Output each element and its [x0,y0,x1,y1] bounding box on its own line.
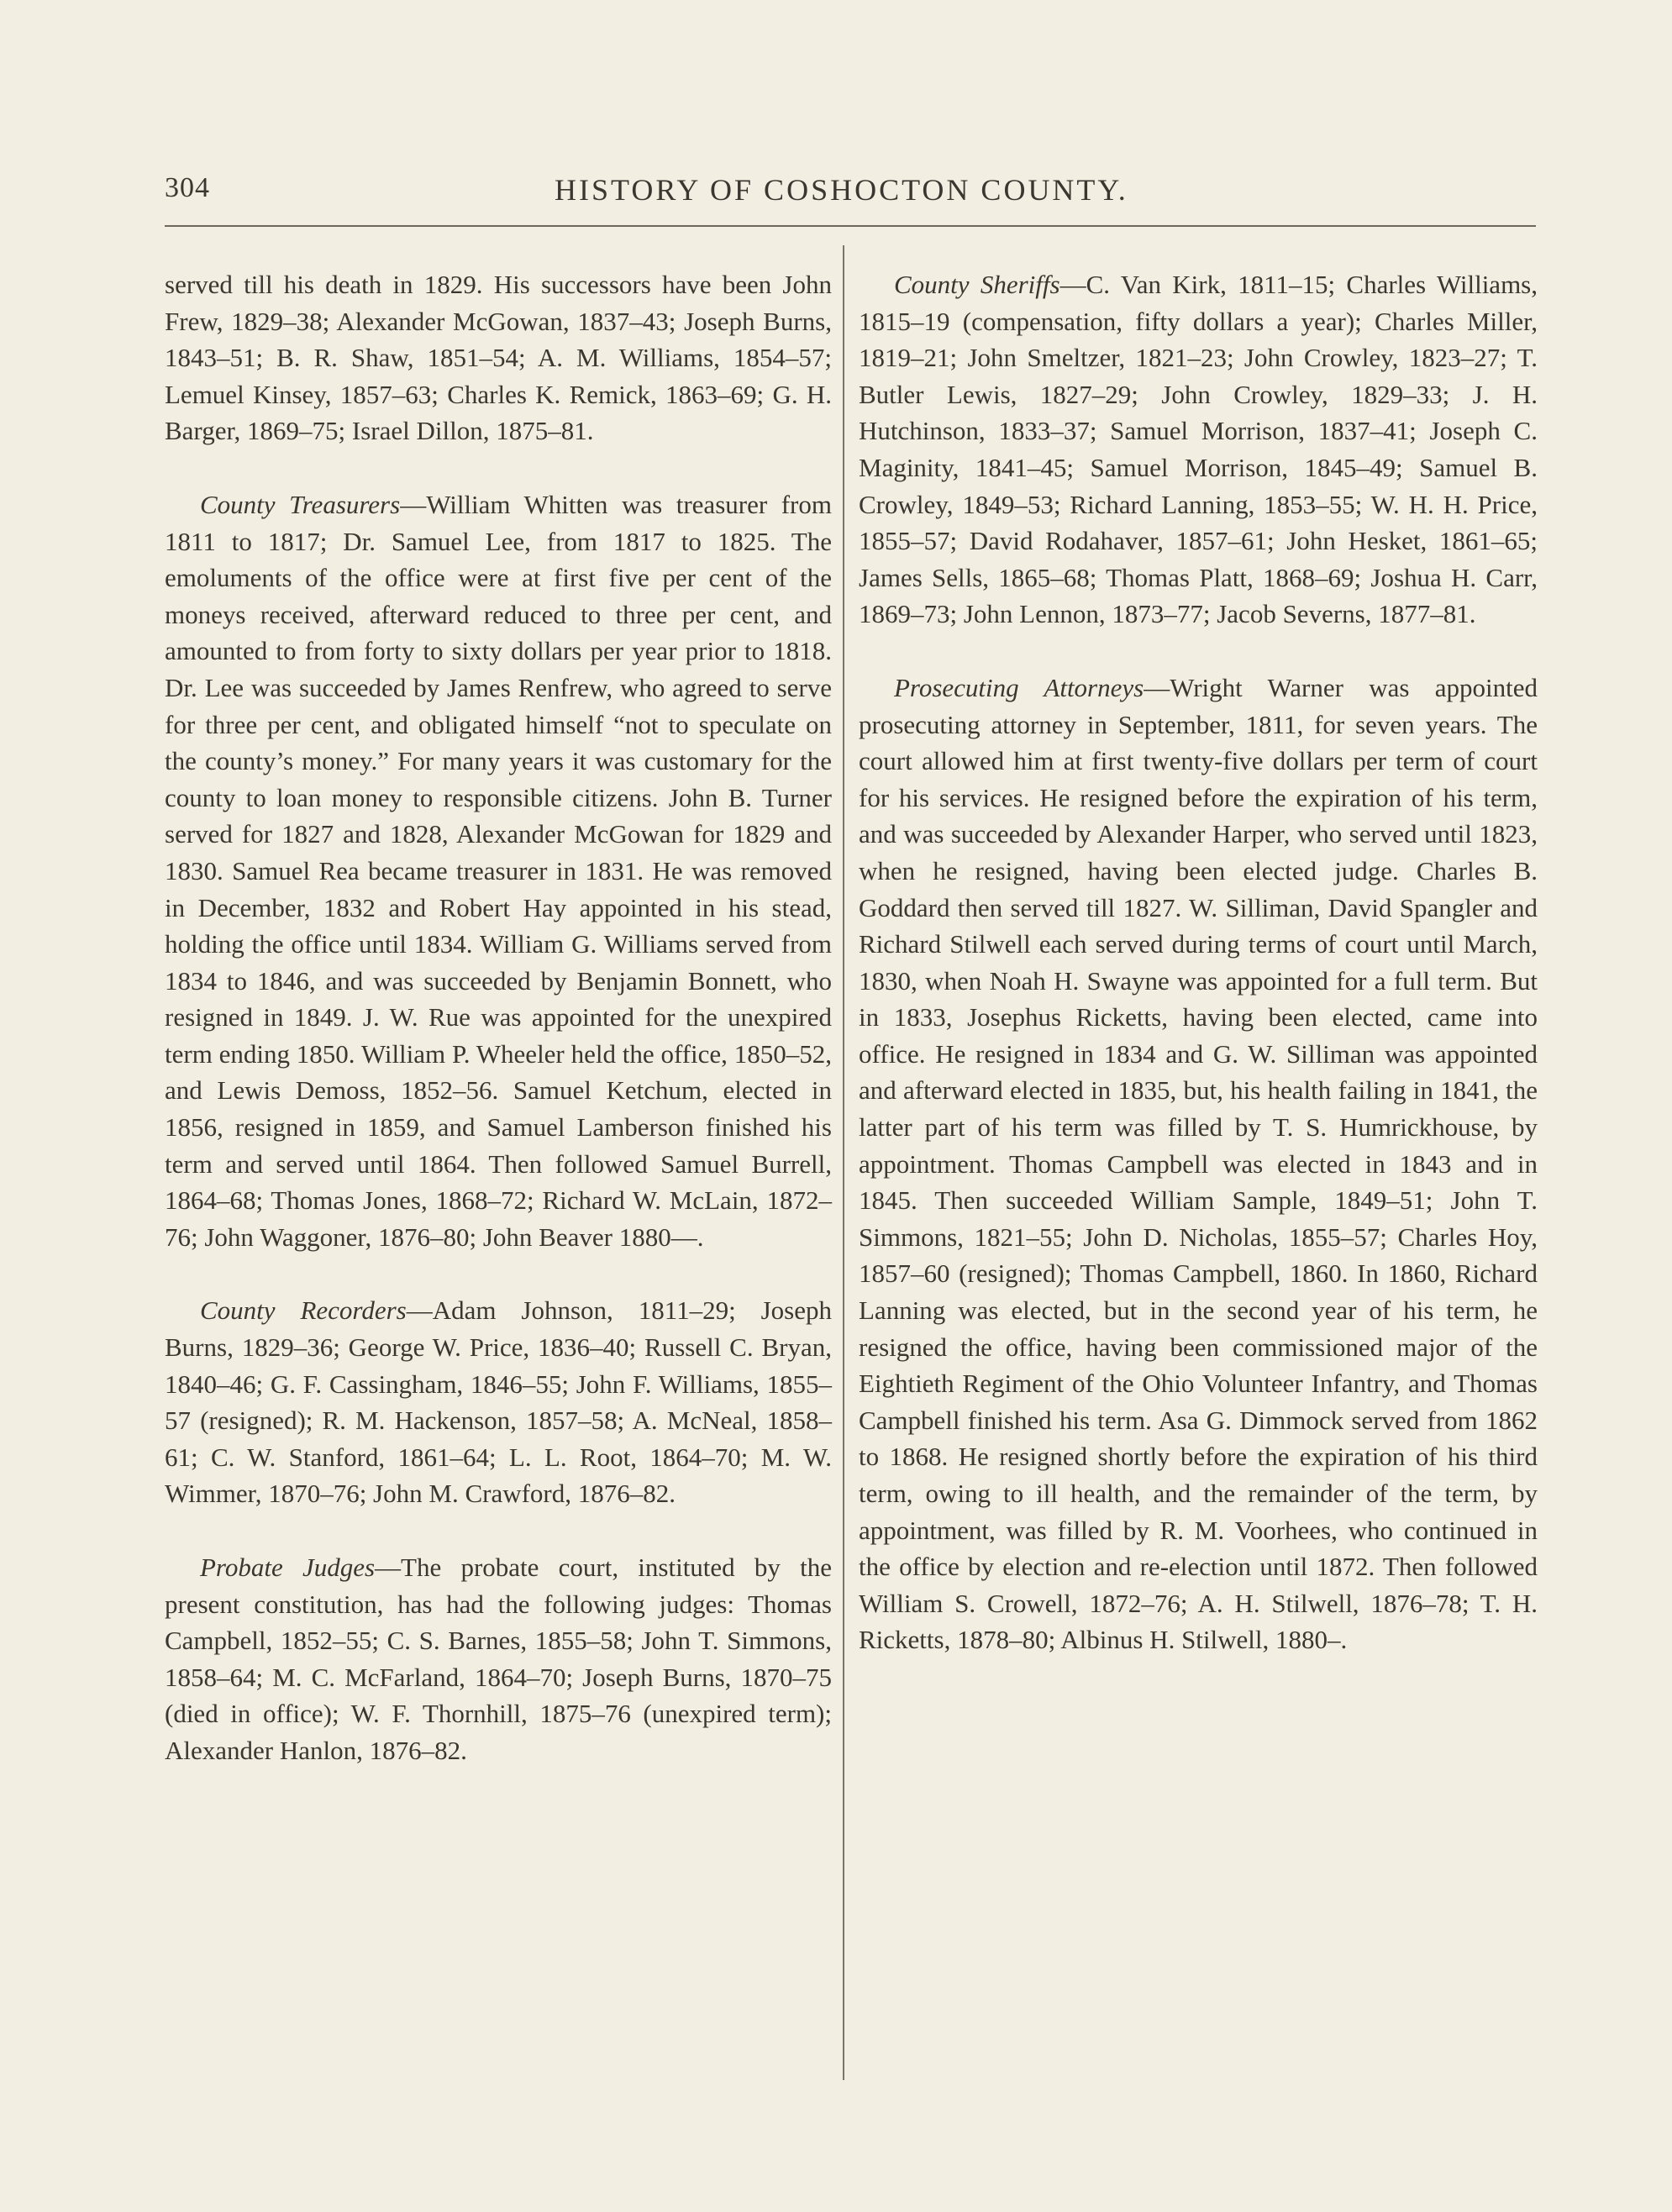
paragraph-prosecuting-attorneys [859,670,1538,1658]
column-divider [843,245,844,2080]
heading-county-recorders: County Recorders [200,1295,407,1326]
paragraph-county-treasurers [165,486,832,1255]
running-head: HISTORY OF COSHOCTON COUNTY. [555,173,1128,207]
paragraph-county-recorders [165,1292,832,1512]
text-county-treasurers: —William Whitten was treasurer from 1811 to 1817; Dr. Samuel Lee, from 1817 to 1825. The emoluments of the office were at first five per cent of the moneys received, afterward reduced to three per cent, and amounted to from forty to sixty dollars per year prior to 1818. Dr. Lee was succeeded by James Renfrew, who agreed to serve for three per cent, and obligated himself “not to speculate on the county’s money.” For many years it was customary for the county to loan money to responsible citizens. John B. Turner served for 1827 and 1828, Alexander McGowan for 1829 and 1830. Samuel Rea became treasurer in 1831. He was removed in December, 1832 and Robert Hay appointed in his stead, holding the office until 1834. William G. Williams served from 1834 to 1846, and was succeeded by Benjamin Bonnett, who resigned in 1849. J. W. Rue was appointed for the unexpired term ending 1850. William P. Wheeler held the office, 1850–52, and Lewis Demoss, 1852–56. Samuel Ketchum, elected in 1856, resigned in 1859, and Samuel Lamberson finished his term and served until 1864. Then followed Samuel Burrell, 1864–68; Thomas Jones, 1868–72; Richard W. McLain, 1872–76; John Waggoner, 1876–80; John Beaver 1880—. [165,489,832,1252]
page-number: 304 [165,172,210,203]
text-prosecuting-attorneys: —Wright Warner was appointed prosecuting attorney in September, 1811, for seven years. The court allowed him at first twenty-five dollars per term of court for his services. He resigned before the expiration of his term, and was succeeded by Alexander Harper, who served until 1823, when he resigned, having been elected judge. Charles B. Goddard then served till 1827. W. Silliman, David Spangler and Richard Stilwell each served during terms of court until March, 1830, when Noah H. Swayne was appointed for a full term. But in 1833, Josephus Ricketts, having been elected, came into office. He resigned in 1834 and G. W. Silliman was appointed and afterward elected in 1835, but, his health failing in 1841, the latter part of his term was filled by T. S. Humrickhouse, by appointment. Thomas Campbell was elected in 1843 and in 1845. Then succeeded William Sample, 1849–51; John T. Simmons, 1821–55; John D. Nicholas, 1855–57; Charles Hoy, 1857–60 (resigned); Thomas Campbell, 1860. In 1860, Richard Lanning was elected, but in the second year of his term, he resigned the office, having been commissioned major of the Eightieth Regiment of the Ohio Volunteer Infantry, and Thomas Campbell finished his term. Asa G. Dimmock served from 1862 to 1868. He resigned shortly before the expiration of his third term, owing to ill health, and the remainder of the term, by appointment, was filled by R. M. Voorhees, who continued in the office by election and re-election until 1872. Then followed William S. Crowell, 1872–76; A. H. Stilwell, 1876–78; T. H. Ricketts, 1878–80; Albinus H. Stilwell, 1880–. [859,672,1538,1655]
heading-county-treasurers: County Treasurers [200,489,401,519]
text-county-recorders: —Adam Johnson, 1811–29; Joseph Burns, 1829–36; George W. Price, 1836–40; Russell C. Bryan, 1840–46; G. F. Cassingham, 1846–55; John F. Williams, 1855–57 (resigned); R. M. Hackenson, 1857–58; A. McNeal, 1858–61; C. W. Stanford, 1861–64; L. L. Root, 1864–70; M. W. Wimmer, 1870–76; John M. Crawford, 1876–82. [165,1295,832,1509]
right-column [859,266,1538,1658]
header-rule [165,225,1536,227]
heading-probate-judges: Probate Judges [200,1553,376,1582]
text-probate-judges: —The probate court, instituted by the present constitution, has had the following judges: Thomas Campbell, 1852–55; C. S. Barnes, 1855–58; John T. Simmons, 1858–64; M. C. McFarland, 1864–70; Joseph Burns, 1870–75 (died in office); W. F. Thornhill, 1875–76 (unexpired term); Alexander Hanlon, 1876–82. [165,1553,832,1765]
paragraph-county-sheriffs [859,266,1538,633]
left-column [165,266,832,1769]
heading-prosecuting-attorneys: Prosecuting Attorneys [894,672,1144,702]
paragraph-sheriffs-continued: served till his death in 1829. His successors have been John Frew, 1829–38; Alexander McGowan, 1837–43; Joseph Burns, 1843–51; B. R. Shaw, 1851–54; A. M. Williams, 1854–57; Lemuel Kinsey, 1857–63; Charles K. Remick, 1863–69; G. H. Barger, 1869–75; Israel Dillon, 1875–81. [165,270,832,446]
paragraph-probate-judges [165,1549,832,1769]
text-county-sheriffs: —C. Van Kirk, 1811–15; Charles Williams, 1815–19 (compensation, fifty dollars a year); Charles Miller, 1819–21; John Smeltzer, 1821–23; John Crowley, 1823–27; T. Butler Lewis, 1827–29; John Crowley, 1829–33; J. H. Hutchinson, 1833–37; Samuel Morrison, 1837–41; Joseph C. Maginity, 1841–45; Samuel Morrison, 1845–49; Samuel B. Crowley, 1849–53; Richard Lanning, 1853–55; W. H. H. Price, 1855–57; David Rodahaver, 1857–61; John Hesket, 1861–65; James Sells, 1865–68; Thomas Platt, 1868–69; Joshua H. Carr, 1869–73; John Lennon, 1873–77; Jacob Severns, 1877–81. [859,270,1538,629]
heading-county-sheriffs: County Sheriffs [894,270,1060,299]
